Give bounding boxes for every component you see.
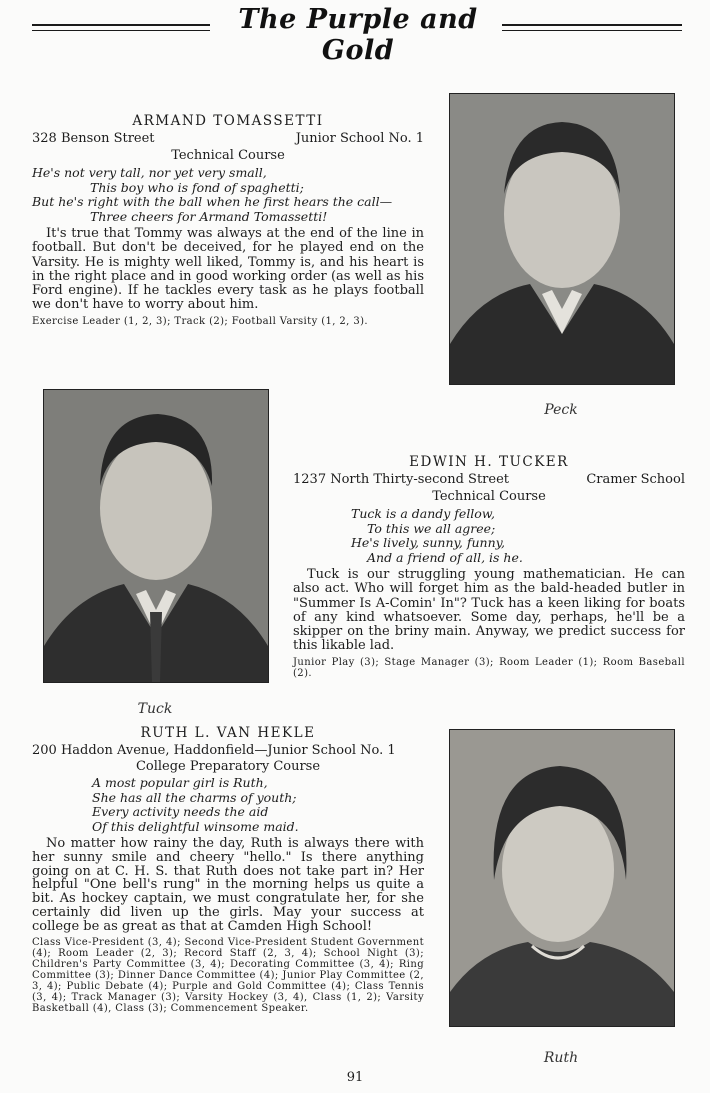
address-row (32, 131, 424, 146)
poem-line: Tuck is a dandy fellow, (351, 506, 496, 521)
previous-school: Cramer School (586, 472, 685, 487)
header-rule-right-thin (502, 30, 682, 31)
header-rule-right (502, 24, 682, 26)
portrait-silhouette (450, 730, 674, 1026)
poem-line: She has all the charms of youth; (92, 789, 297, 805)
student-poem (32, 776, 424, 834)
address-row (32, 743, 424, 758)
previous-school: Junior School No. 1 (267, 743, 396, 758)
poem-line: A most popular girl is Ruth, (92, 775, 268, 790)
student-activities: Exercise Leader (1, 2, 3); Track (2); Football Varsity (1, 2, 3). (32, 315, 368, 327)
student-bio: No matter how rainy the day, Ruth is always there with her sunny smile and cheery "hello." Is there anything going on at C. H. S. that Ruth does not take part in? Her helpful "One bell's rung" in the morning helps us quite a bit. As hockey captain, we must congratulate her, for she certainly did liven up the girls. May your success at college be as great as that at Camden High School! (32, 836, 424, 934)
portrait-photo-armand (449, 93, 675, 385)
student-course: College Preparatory Course (135, 759, 321, 774)
photo-caption: Peck (544, 402, 578, 418)
entry-armand-tomassetti (32, 114, 424, 327)
poem-line: He's lively, sunny, funny, (351, 535, 505, 550)
student-activities: Class Vice-President (3, 4); Second Vice-President Student Government (4); Room Leader (2, 3); Record Staff (2, 3, 4); School Night (3); Children's Party Committee (3, 4); Decorating Committee (3, 4); Ring Committee (3); Dinner Dance Committee (4); Junior Play Committee (2, 3, 4); Public Debate (4); Purple and Gold Committee (4); Class Tennis (3, 4); Track Manager (3); Varsity Hockey (3, 4), Class (1, 2); Varsity Basketball (4), Class (3); Commencement Speaker. (32, 936, 424, 1014)
photo-caption: Tuck (137, 701, 173, 717)
student-address: 328 Benson Street (32, 131, 155, 146)
student-name: EDWIN H. TUCKER (409, 454, 569, 470)
entry-edwin-tucker (293, 455, 685, 680)
student-poem (293, 507, 685, 565)
page-header (32, 4, 682, 66)
student-course: Technical Course (171, 148, 285, 163)
poem-line: This boy who is fond of spaghetti; (90, 179, 304, 195)
poem-line: To this we all agree; (367, 520, 496, 536)
student-name: RUTH L. VAN HEKLE (140, 725, 316, 741)
header-rule-left (32, 24, 210, 26)
poem-line: Of this delightful winsome maid. (92, 818, 299, 834)
photo-caption: Ruth (543, 1050, 579, 1066)
student-bio: Tuck is our struggling young mathematician. He can also act. Who will forget him as the bald-headed butler in "Summer Is A-Comin' In"? Tuck has a keen liking for boats of any kind whatsoever. Some day, perhaps, he'll be a skipper on the briny main. Anyway, we predict success for this likable lad. (293, 567, 685, 654)
portrait-silhouette (44, 390, 268, 682)
portrait-photo-edwin (43, 389, 269, 683)
student-activities: Junior Play (3); Stage Manager (3); Room Leader (1); Room Baseball (2). (293, 656, 685, 680)
poem-line: And a friend of all, is he. (367, 549, 523, 565)
previous-school: Junior School No. 1 (295, 131, 424, 146)
student-poem (32, 166, 424, 224)
poem-line: He's not very tall, nor yet very small, (32, 165, 267, 180)
header-rule-left-thin (32, 30, 210, 31)
publication-title: The Purple and Gold (238, 4, 478, 66)
student-name: ARMAND TOMASSETTI (132, 113, 324, 129)
portrait-photo-ruth (449, 729, 675, 1027)
poem-line: But he's right with the ball when he first hears the call— (32, 194, 393, 209)
student-address: 1237 North Thirty-second Street (293, 472, 509, 487)
address-row (293, 472, 685, 487)
poem-line: Every activity needs the aid (92, 804, 269, 819)
student-course: Technical Course (432, 489, 546, 504)
poem-line: Three cheers for Armand Tomassetti! (90, 208, 328, 224)
portrait-silhouette (450, 94, 674, 384)
entry-ruth-van-hekle (32, 726, 424, 1014)
student-address: 200 Haddon Avenue, Haddonfield (32, 743, 255, 758)
address-separator: — (254, 743, 268, 758)
student-bio: It's true that Tommy was always at the end of the line in football. But don't be deceived, for he played end on the Varsity. He is mighty well liked, Tommy is, and his heart is in the right place and in good working order (as well as his Ford engine). If he tackles every task as he plays football we don't have to worry about him. (32, 226, 424, 313)
page-number: 91 (346, 1070, 364, 1085)
